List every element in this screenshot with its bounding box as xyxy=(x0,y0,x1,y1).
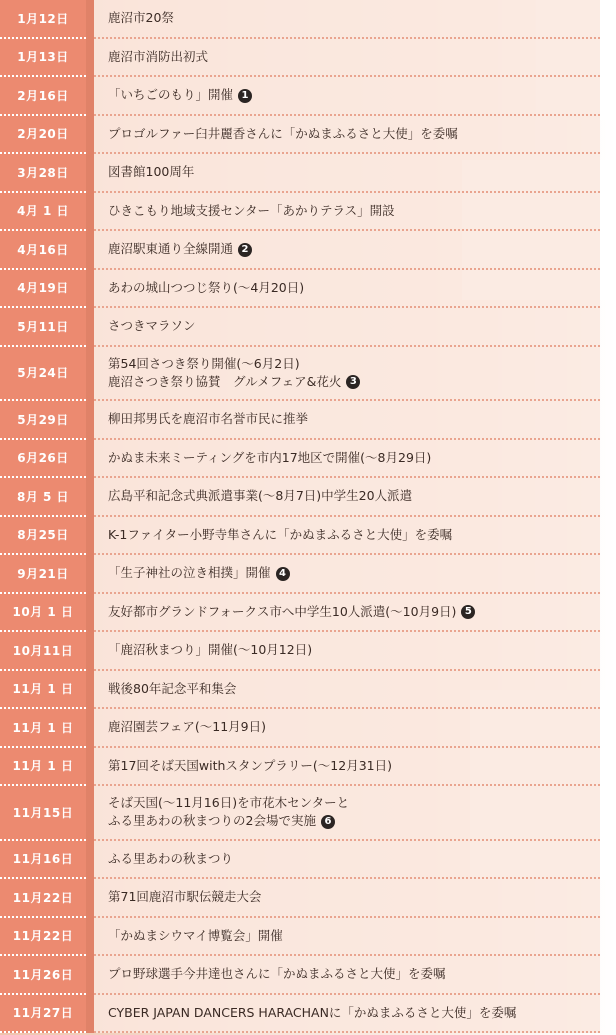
event-description xyxy=(94,748,600,787)
separator xyxy=(86,308,94,347)
event-date: 10月 1 日 xyxy=(0,594,86,633)
event-description xyxy=(94,956,600,995)
event-description xyxy=(94,879,600,918)
event-row xyxy=(0,154,600,193)
event-text: 図書館100周年 xyxy=(108,164,195,180)
separator xyxy=(86,709,94,748)
event-text: CYBER JAPAN DANCERS HARACHANに「かぬまふるさと大使」を委嘱 xyxy=(108,1004,517,1020)
separator xyxy=(86,918,94,957)
separator xyxy=(86,841,94,880)
event-text: K-1ファイター小野寺隼さんに「かぬまふるさと大使」を委嘱 xyxy=(108,526,453,542)
event-row xyxy=(0,841,600,880)
event-description xyxy=(94,154,600,193)
separator xyxy=(86,270,94,309)
separator xyxy=(86,440,94,479)
event-date: 11月22日 xyxy=(0,918,86,957)
event-description xyxy=(94,555,600,594)
separator xyxy=(86,0,94,39)
event-description xyxy=(94,116,600,155)
event-text: 「鹿沼秋まつり」開催(〜10月12日) xyxy=(108,642,313,658)
event-date: 4月19日 xyxy=(0,270,86,309)
event-text: 鹿沼園芸フェア(〜11月9日) xyxy=(108,719,266,735)
event-row xyxy=(0,0,600,39)
event-date: 11月26日 xyxy=(0,956,86,995)
event-description xyxy=(94,709,600,748)
event-description xyxy=(94,231,600,270)
photo-number-badge: 6 xyxy=(321,815,335,829)
event-row xyxy=(0,956,600,995)
separator xyxy=(86,116,94,155)
event-date: 11月 1 日 xyxy=(0,748,86,787)
separator xyxy=(86,956,94,995)
event-description xyxy=(94,517,600,556)
separator xyxy=(86,671,94,710)
event-row xyxy=(0,709,600,748)
event-text: ひきこもり地域支援センター「あかりテラス」開設 xyxy=(108,202,395,218)
event-row xyxy=(0,748,600,787)
separator xyxy=(86,478,94,517)
event-row xyxy=(0,193,600,232)
event-text: プロ野球選手今井達也さんに「かぬまふるさと大使」を委嘱 xyxy=(108,966,446,982)
event-description xyxy=(94,77,600,116)
event-date: 10月11日 xyxy=(0,632,86,671)
event-row xyxy=(0,786,600,841)
separator xyxy=(86,39,94,78)
event-date: 8月25日 xyxy=(0,517,86,556)
event-date: 11月 1 日 xyxy=(0,671,86,710)
event-description xyxy=(94,0,600,39)
event-date: 8月 5 日 xyxy=(0,478,86,517)
separator xyxy=(86,401,94,440)
event-date: 11月27日 xyxy=(0,995,86,1034)
event-text: 第54回さつき祭り開催(〜6月2日) xyxy=(108,355,300,371)
event-text: 第17回そば天国withスタンプラリー(〜12月31日) xyxy=(108,757,392,773)
event-date: 5月11日 xyxy=(0,308,86,347)
event-row xyxy=(0,270,600,309)
event-row xyxy=(0,517,600,556)
event-text: 友好都市グランドフォークス市へ中学生10人派遣(〜10月9日) xyxy=(108,603,457,619)
event-text-line2: ふる里あわの秋まつりの2会場で実施 xyxy=(108,813,316,829)
event-row xyxy=(0,231,600,270)
event-text: かぬま未来ミーティングを市内17地区で開催(〜8月29日) xyxy=(108,449,432,465)
event-row xyxy=(0,594,600,633)
separator xyxy=(86,154,94,193)
event-row xyxy=(0,77,600,116)
event-text: 「かぬまシウマイ博覧会」開催 xyxy=(108,927,283,943)
separator xyxy=(86,193,94,232)
photo-number-badge: 3 xyxy=(346,375,360,389)
event-text: そば天国(〜11月16日)を市花木センターと xyxy=(108,795,350,811)
separator xyxy=(86,995,94,1034)
event-description xyxy=(94,995,600,1034)
event-text: さつきマラソン xyxy=(108,318,196,334)
event-row xyxy=(0,918,600,957)
photo-number-badge: 1 xyxy=(238,89,252,103)
event-date: 11月16日 xyxy=(0,841,86,880)
event-date: 1月12日 xyxy=(0,0,86,39)
event-text: 鹿沼市消防出初式 xyxy=(108,48,209,64)
event-date: 3月28日 xyxy=(0,154,86,193)
event-description xyxy=(94,478,600,517)
event-text-line2: 鹿沼さつき祭り協賛 グルメフェア&花火 xyxy=(108,373,342,389)
separator xyxy=(86,594,94,633)
separator xyxy=(86,77,94,116)
separator xyxy=(86,786,94,841)
event-description xyxy=(94,347,600,402)
separator xyxy=(86,347,94,402)
event-date: 1月13日 xyxy=(0,39,86,78)
event-row xyxy=(0,555,600,594)
event-description xyxy=(94,632,600,671)
event-text: あわの城山つつじ祭り(〜4月20日) xyxy=(108,279,305,295)
event-text: 「いちごのもり」開催 xyxy=(108,87,234,103)
event-row xyxy=(0,440,600,479)
event-date: 11月15日 xyxy=(0,786,86,841)
event-text: 鹿沼市20祭 xyxy=(108,10,174,26)
event-description xyxy=(94,193,600,232)
separator xyxy=(86,517,94,556)
event-text: プロゴルファー臼井麗香さんに「かぬまふるさと大使」を委嘱 xyxy=(108,125,458,141)
separator xyxy=(86,632,94,671)
event-text: 広島平和記念式典派遣事業(〜8月7日)中学生20人派遣 xyxy=(108,488,413,504)
event-date: 6月26日 xyxy=(0,440,86,479)
event-description xyxy=(94,308,600,347)
separator xyxy=(86,748,94,787)
event-date: 2月20日 xyxy=(0,116,86,155)
event-date: 9月21日 xyxy=(0,555,86,594)
event-description xyxy=(94,786,600,841)
event-date: 4月 1 日 xyxy=(0,193,86,232)
separator xyxy=(86,555,94,594)
photo-number-badge: 4 xyxy=(276,567,290,581)
event-text: 鹿沼駅東通り全線開通 xyxy=(108,241,234,257)
event-row xyxy=(0,347,600,402)
event-description xyxy=(94,270,600,309)
event-row xyxy=(0,671,600,710)
event-row xyxy=(0,39,600,78)
separator xyxy=(86,879,94,918)
separator xyxy=(86,231,94,270)
event-date: 4月16日 xyxy=(0,231,86,270)
event-date: 5月29日 xyxy=(0,401,86,440)
event-description xyxy=(94,401,600,440)
event-text: ふる里あわの秋まつり xyxy=(108,850,234,866)
event-row xyxy=(0,116,600,155)
event-description xyxy=(94,39,600,78)
photo-number-badge: 2 xyxy=(238,243,252,257)
event-row xyxy=(0,879,600,918)
event-row xyxy=(0,401,600,440)
event-description xyxy=(94,671,600,710)
event-date: 2月16日 xyxy=(0,77,86,116)
event-row xyxy=(0,308,600,347)
event-row xyxy=(0,632,600,671)
event-text: 「生子神社の泣き相撲」開催 xyxy=(108,565,271,581)
event-text: 第71回鹿沼市駅伝競走大会 xyxy=(108,889,262,905)
event-date: 11月 1 日 xyxy=(0,709,86,748)
event-row xyxy=(0,478,600,517)
event-description xyxy=(94,594,600,633)
event-text: 柳田邦男氏を鹿沼市名誉市民に推挙 xyxy=(108,411,309,427)
event-description xyxy=(94,440,600,479)
event-description xyxy=(94,841,600,880)
event-text: 戦後80年記念平和集会 xyxy=(108,680,237,696)
photo-number-badge: 5 xyxy=(461,605,475,619)
event-description xyxy=(94,918,600,957)
event-date: 11月22日 xyxy=(0,879,86,918)
event-date: 5月24日 xyxy=(0,347,86,402)
event-row xyxy=(0,995,600,1034)
